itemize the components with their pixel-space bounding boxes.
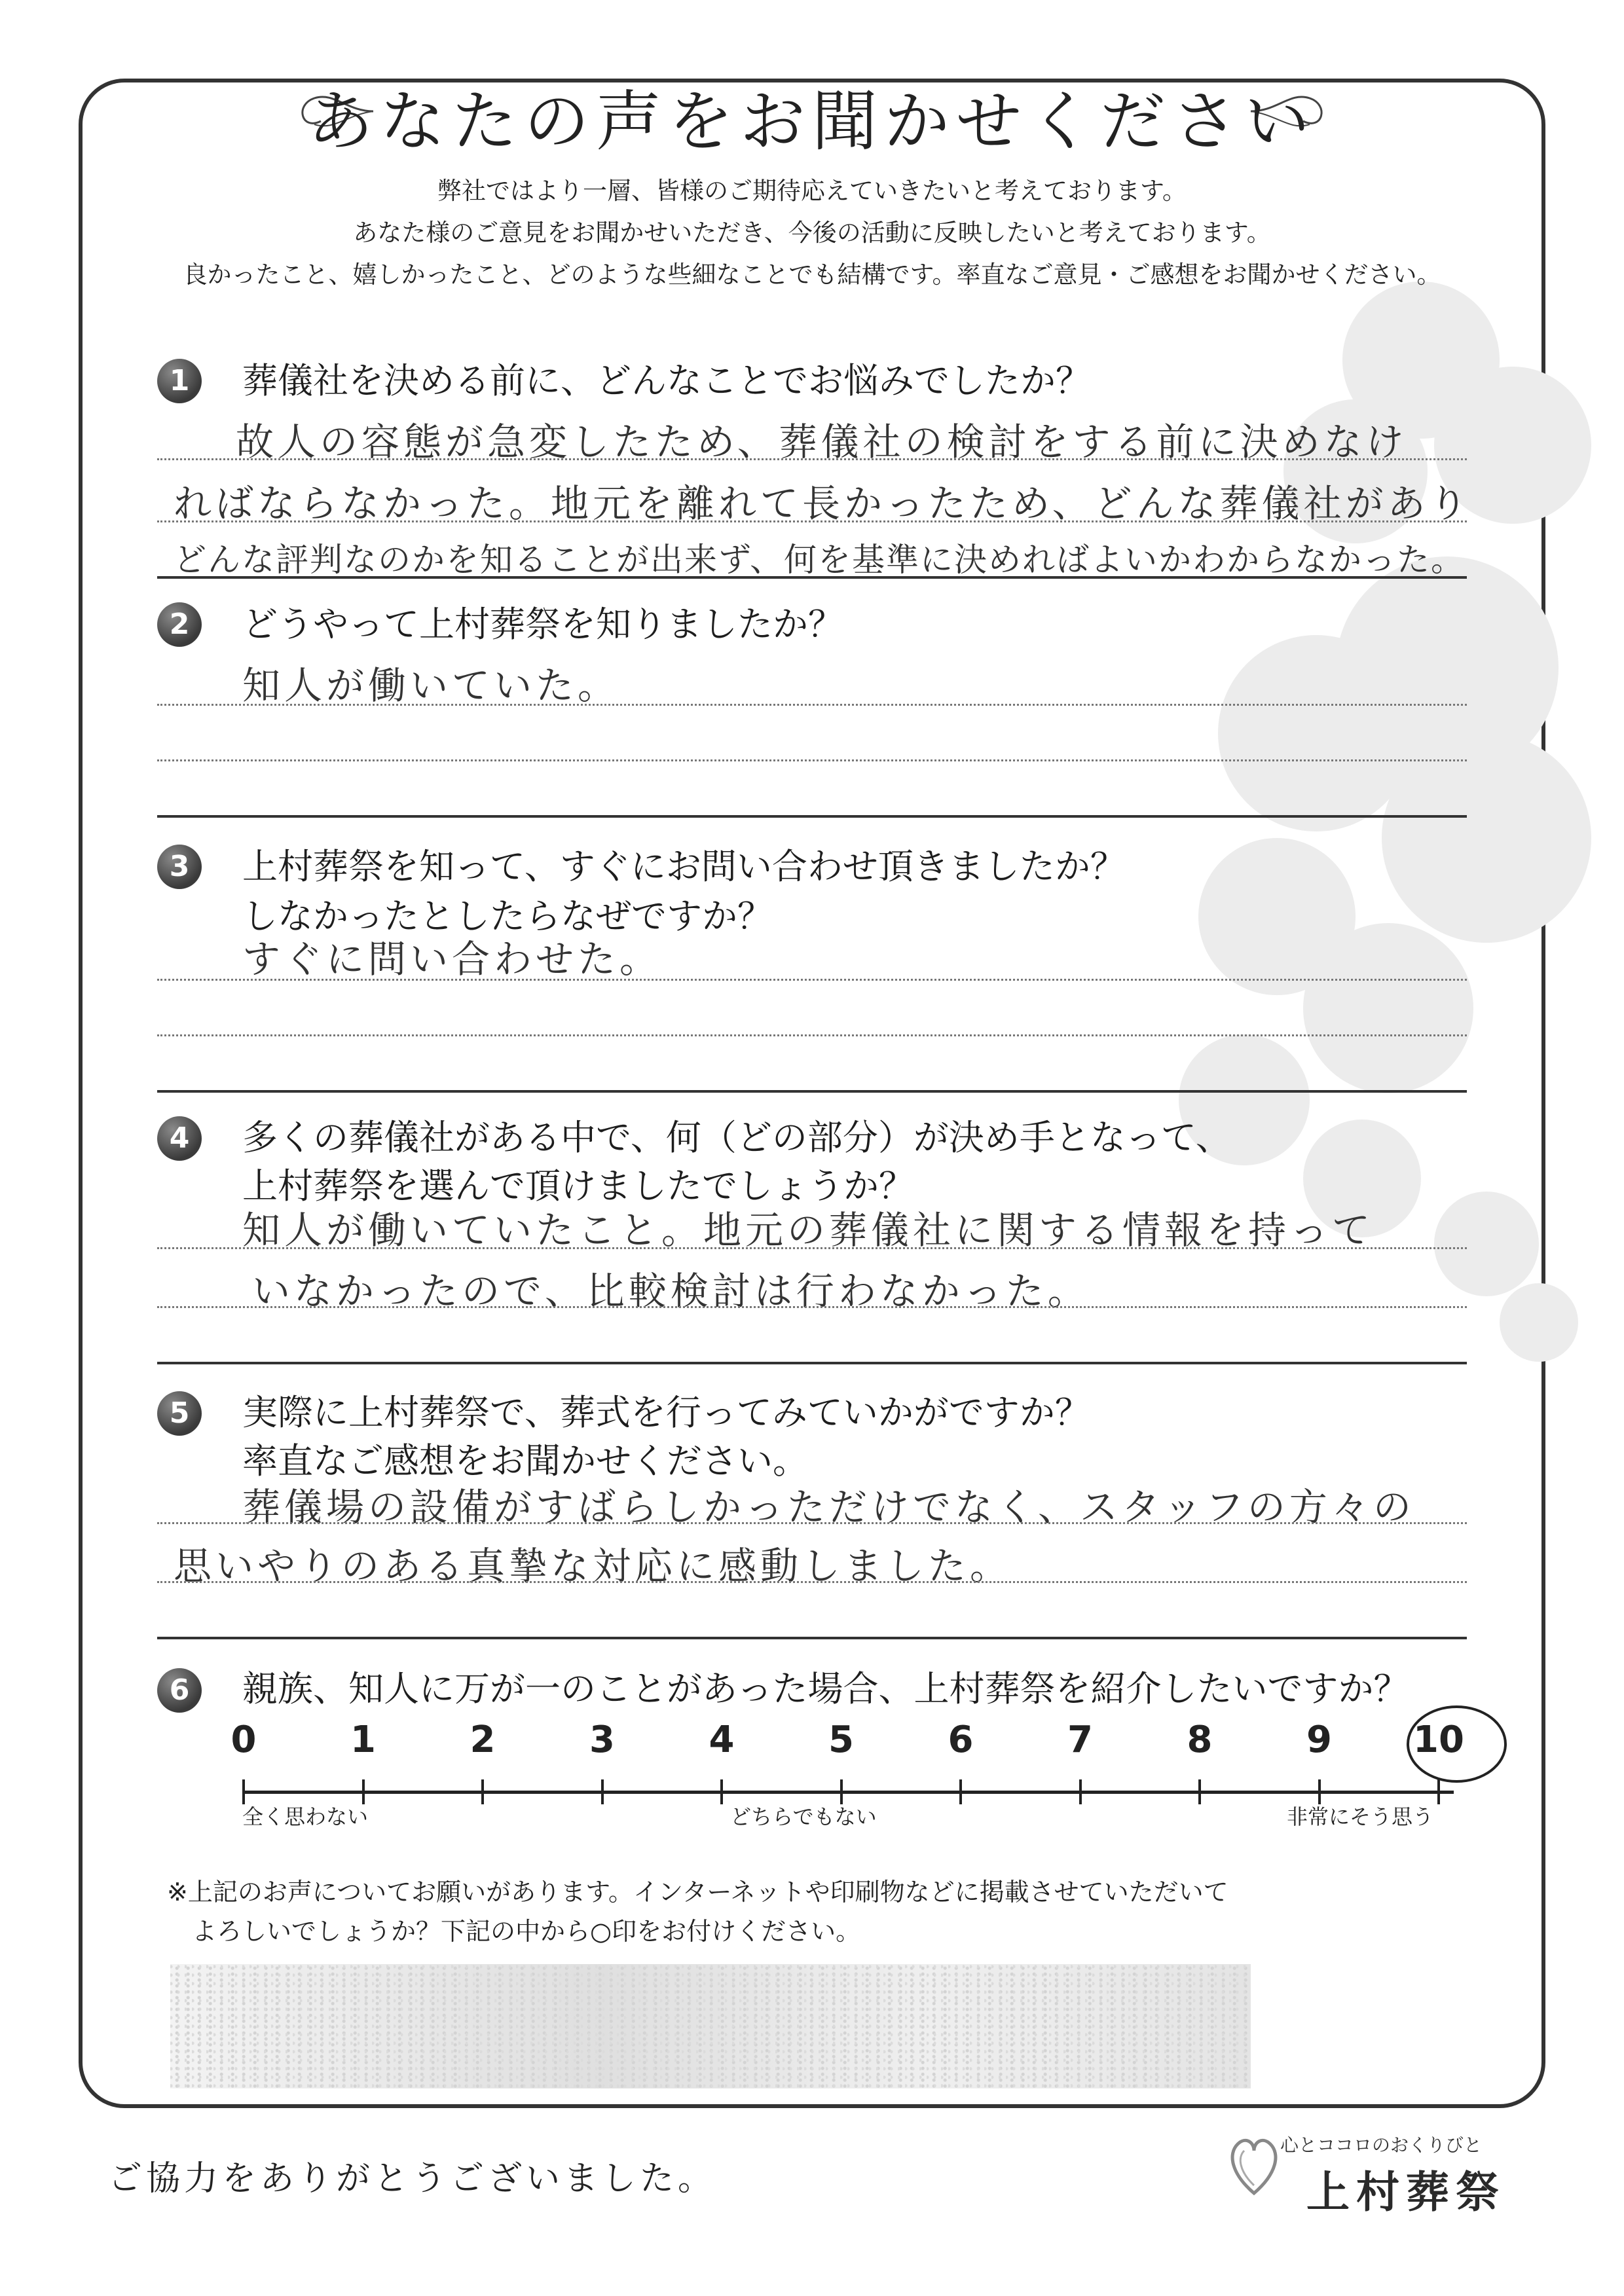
answer-line [157,1581,1467,1583]
answer-line [157,759,1467,761]
question-text: 率直なご感想をお聞かせください。 [242,1440,808,1482]
publication-note [167,1872,1228,1951]
scale-tick [959,1779,962,1804]
section-divider [157,815,1467,818]
answer-line [157,458,1467,460]
scale-label-high: 非常にそう思う [1287,1804,1434,1829]
intro-text [0,170,1624,296]
thanks-message: ご協力をありがとうございました。 [108,2159,716,2198]
handwritten-answer: 思いやりのある真摯な対応に感動しました。 [174,1544,1012,1588]
scale-tick-label[interactable]: 0 [231,1719,257,1761]
scale-tick-label[interactable]: 4 [709,1719,735,1761]
question-text: 実際に上村葬祭で、葬式を行ってみていかがですか？ [242,1392,1090,1433]
logo-name: 上村葬祭 [1306,2167,1505,2217]
section-divider [157,576,1467,579]
answer-line [157,704,1467,706]
rating-scale-line [242,1791,1454,1794]
handwritten-answer: 葬儀場の設備がすばらしかっただけでなく、スタッフの方々の [242,1485,1415,1529]
scale-tick [1437,1779,1440,1804]
redacted-area [170,1964,1251,2088]
page-title: あなたの声をお聞かせください [308,83,1316,160]
handwritten-answer: すぐに問い合わせた。 [242,937,662,981]
note-line: ※上記のお声についてお願いがあります。インターネットや印刷物などに掲載させていただいて [167,1878,1228,1906]
answer-line [157,520,1467,522]
handwritten-answer: 知人が働いていたこと。地元の葬儀社に関する情報を持って [242,1208,1375,1252]
scale-tick-label[interactable]: 8 [1187,1719,1213,1761]
section-divider [157,1090,1467,1093]
question-text: 上村葬祭を選んで頂けましたでしょうか？ [242,1165,914,1207]
question-text: しなかったとしたらなぜですか？ [242,896,773,937]
answer-line [157,979,1467,981]
heart-logo-icon [1225,2128,1283,2200]
scale-tick-label[interactable]: 5 [828,1719,854,1761]
answer-line [157,1034,1467,1036]
intro-line: 良かったこと、嬉しかったこと、どのような些細なことでも結構です。率直なご意見・ご感想をお聞かせください。 [183,261,1441,289]
handwritten-answer: 知人が働いていた。 [242,663,620,708]
scale-label-low: 全く思わない [242,1804,369,1829]
answer-line [157,1522,1467,1524]
handwritten-answer: どんな評判なのかを知ることが出来ず、何を基準に決めればよいかわからなかった。 [174,541,1465,579]
scale-tick-label[interactable]: 2 [470,1719,496,1761]
scale-tick [481,1779,484,1804]
scale-tick [720,1779,723,1804]
logo-tagline: 心とココロのおくりびと [1280,2134,1483,2156]
question-number-badge: 4 [157,1116,202,1161]
question-number-badge: 5 [157,1391,202,1436]
note-line: よろしいでしょうか？下記の中から○印をお付けください。 [192,1917,861,1946]
question-number-badge: 3 [157,845,202,889]
question-text: どうやって上村葬祭を知りましたか？ [242,604,843,645]
selected-rating-circle [1407,1705,1507,1783]
section-divider [157,1362,1467,1364]
question-text: 葬儀社を決める前に、どんなことでお悩みでしたか？ [242,360,1091,401]
scale-tick-label[interactable]: 7 [1067,1719,1093,1761]
scale-tick-label[interactable]: 6 [948,1719,974,1761]
scale-tick-label[interactable]: 3 [589,1719,615,1761]
handwritten-answer: 故人の容態が急変したため、葬儀社の検討をする前に決めなけ [236,420,1408,464]
answer-line [157,1247,1467,1249]
question-text: 多くの葬儀社がある中で、何（どの部分）が決め手となって、 [242,1117,1231,1158]
question-number-badge: 1 [157,359,202,403]
intro-line: 弊社ではより一層、皆様のご期待応えていきたいと考えております。 [437,177,1187,205]
scale-tick [1079,1779,1082,1804]
question-number-badge: 6 [157,1668,202,1713]
answer-line [157,1306,1467,1308]
scale-tick [601,1779,604,1804]
scale-label-mid: どちらでもない [730,1804,877,1829]
section-divider [157,1637,1467,1639]
handwritten-answer: いなかったので、比較検討は行わなかった。 [252,1269,1090,1313]
scale-tick-label[interactable]: 9 [1306,1719,1332,1761]
question-number-badge: 2 [157,602,202,647]
question-text: 親族、知人に万が一のことがあった場合、上村葬祭を紹介したいですか？ [242,1668,1409,1709]
scale-tick-label[interactable]: 1 [350,1719,376,1761]
scale-tick [1198,1779,1201,1804]
scale-tick-label[interactable]: 10 [1413,1719,1464,1761]
intro-line: あなた様のご意見をお聞かせいただき、今後の活動に反映したいと考えております。 [353,219,1271,247]
question-text: 上村葬祭を知って、すぐにお問い合わせ頂きましたか？ [242,846,1126,887]
handwritten-answer: ればならなかった。地元を離れて長かったため、どんな葬儀社があり [174,481,1471,526]
